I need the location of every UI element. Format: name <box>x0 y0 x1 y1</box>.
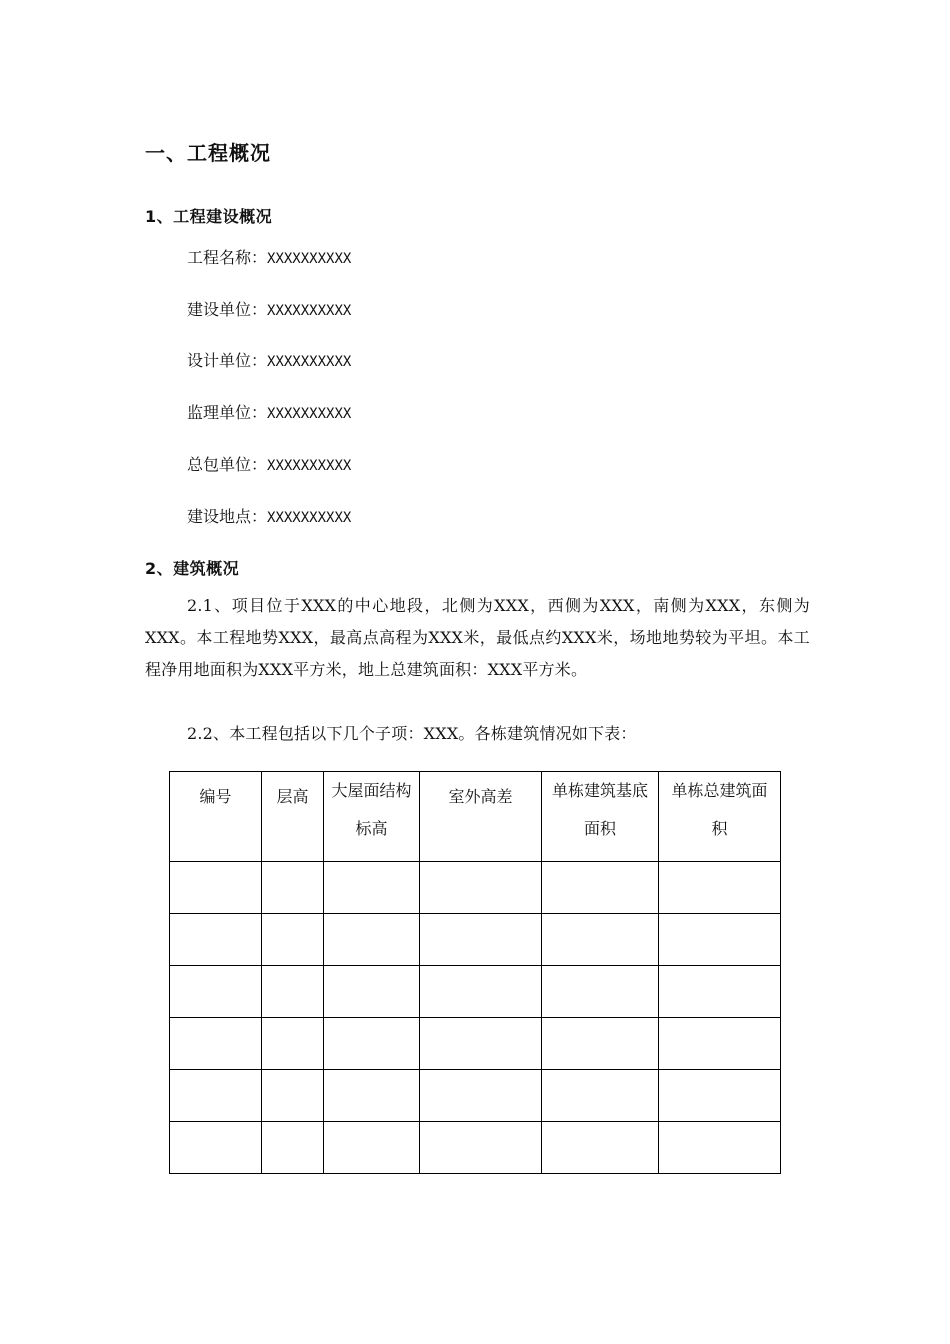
field-value: XXXXXXXXXX <box>267 406 352 422</box>
table-cell <box>170 1070 262 1122</box>
field-construction-site <box>187 504 351 527</box>
field-value: XXXXXXXXXX <box>267 458 352 474</box>
page-title: 一、工程概况 <box>145 141 271 165</box>
table-cell <box>542 862 659 914</box>
table-cell <box>262 966 324 1018</box>
field-label: 建设地点： <box>187 507 268 526</box>
table-row <box>170 914 781 966</box>
paragraph-2-1: 2.1、项目位于XXX的中心地段，北侧为XXX，西侧为XXX，南侧为XXX，东侧为XXX。本工程地势XXX，最高点高程为XXX米，最低点约XXX米，场地地势较为平坦。本工程净用地面积为XXX平方米，地上总建筑面积：XXX平方米。 <box>145 596 810 679</box>
table-row <box>170 1018 781 1070</box>
table-row <box>170 1122 781 1174</box>
header-roof-elevation: 大屋面结构标高 <box>324 772 420 862</box>
field-value: XXXXXXXXXX <box>267 303 352 319</box>
table-cell <box>659 1122 781 1174</box>
section-2-title: 2、建筑概况 <box>145 559 240 578</box>
table-cell <box>324 966 420 1018</box>
table-cell <box>542 1070 659 1122</box>
table-row <box>170 966 781 1018</box>
table-cell <box>324 862 420 914</box>
field-supervision-unit <box>187 400 351 423</box>
field-label: 总包单位： <box>187 455 268 474</box>
table-row <box>170 1070 781 1122</box>
table-cell <box>659 862 781 914</box>
section-1-title: 1、工程建设概况 <box>145 207 273 226</box>
paragraph-2-2: 2.2、本工程包括以下几个子项：XXX。各栋建筑情况如下表： <box>187 724 637 743</box>
table-cell <box>659 914 781 966</box>
table-cell <box>420 966 542 1018</box>
header-floor-height: 层高 <box>262 772 324 862</box>
table-cell <box>170 862 262 914</box>
table-cell <box>542 966 659 1018</box>
table-cell <box>262 1122 324 1174</box>
table-cell <box>262 862 324 914</box>
table-cell <box>324 1018 420 1070</box>
field-label: 监理单位： <box>187 403 268 422</box>
field-design-unit <box>187 348 351 371</box>
table-cell <box>324 1070 420 1122</box>
field-general-contractor <box>187 452 351 475</box>
table-cell <box>420 1018 542 1070</box>
table-cell <box>170 1018 262 1070</box>
header-number: 编号 <box>170 772 262 862</box>
table-cell <box>324 1122 420 1174</box>
table-cell <box>542 1018 659 1070</box>
table-cell <box>542 914 659 966</box>
table-cell <box>659 966 781 1018</box>
field-label: 设计单位： <box>187 351 268 370</box>
field-label: 工程名称： <box>187 248 268 267</box>
header-total-area: 单栋总建筑面积 <box>659 772 781 862</box>
table-cell <box>420 1070 542 1122</box>
table-cell <box>659 1018 781 1070</box>
field-label: 建设单位： <box>187 300 268 319</box>
header-base-area: 单栋建筑基底面积 <box>542 772 659 862</box>
table-cell <box>420 1122 542 1174</box>
field-project-name <box>187 245 351 268</box>
header-outdoor-diff: 室外高差 <box>420 772 542 862</box>
table-cell <box>542 1122 659 1174</box>
field-value: XXXXXXXXXX <box>267 354 352 370</box>
table-header-row <box>170 772 781 862</box>
field-value: XXXXXXXXXX <box>267 251 352 267</box>
table-cell <box>420 862 542 914</box>
table-cell <box>659 1070 781 1122</box>
table-cell <box>420 914 542 966</box>
table-cell <box>262 1070 324 1122</box>
field-value: XXXXXXXXXX <box>267 510 352 526</box>
table-cell <box>170 1122 262 1174</box>
table-cell <box>262 914 324 966</box>
table-cell <box>324 914 420 966</box>
table-cell <box>170 914 262 966</box>
table-cell <box>170 966 262 1018</box>
table-row <box>170 862 781 914</box>
field-construction-unit <box>187 297 351 320</box>
table-cell <box>262 1018 324 1070</box>
building-info-table <box>169 771 781 1174</box>
